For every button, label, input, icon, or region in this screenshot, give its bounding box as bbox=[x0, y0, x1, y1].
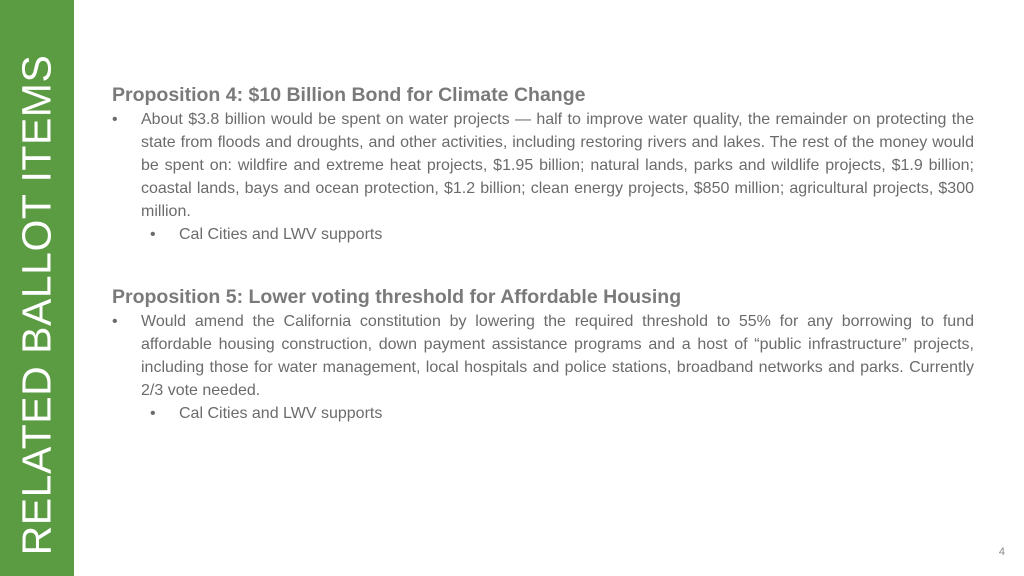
proposition-4-sub-bullet bbox=[112, 223, 974, 246]
proposition-5-sub-bullet bbox=[112, 402, 974, 425]
bullet-marker: • bbox=[112, 313, 118, 330]
proposition-5-support: Cal Cities and LWV supports bbox=[179, 405, 383, 422]
proposition-5-description: Would amend the California constitution by lowering the required threshold to 55% for any borrowing to fund affordable housing construction, down payment assistance programs and a host of “public infrastructure” projects, including those for water management, local hospitals and police stations, broadband networks and parks. Currently 2/3 vote needed. bbox=[141, 313, 974, 399]
bullet-marker: • bbox=[150, 405, 156, 422]
proposition-4-support: Cal Cities and LWV supports bbox=[179, 226, 383, 243]
proposition-4-section bbox=[112, 82, 974, 246]
proposition-4-bullet bbox=[112, 108, 974, 223]
page-number: 4 bbox=[998, 546, 1005, 558]
proposition-5-heading: Proposition 5: Lower voting threshold for Affordable Housing bbox=[112, 286, 682, 308]
bullet-marker: • bbox=[150, 226, 156, 243]
slide-content bbox=[112, 82, 974, 463]
slide-title: RELATED BALLOT ITEMS bbox=[13, 54, 60, 556]
bullet-marker: • bbox=[112, 111, 118, 128]
proposition-5-section bbox=[112, 284, 974, 425]
proposition-5-bullet bbox=[112, 310, 974, 402]
proposition-4-description: About $3.8 billion would be spent on water projects — half to improve water quality, the remainder on protecting the state from floods and droughts, and other activities, including restoring rivers and lakes. The rest of the money would be spent on: wildfire and extreme heat projects, $1.95 billion; natural lands, parks and wildlife projects, $1.9 billion; coastal lands, bays and ocean protection, $1.2 billion; clean energy projects, $850 million; agricultural projects, $300 million. bbox=[141, 111, 974, 220]
proposition-4-heading: Proposition 4: $10 Billion Bond for Climate Change bbox=[112, 84, 586, 106]
sidebar-band bbox=[0, 0, 74, 576]
